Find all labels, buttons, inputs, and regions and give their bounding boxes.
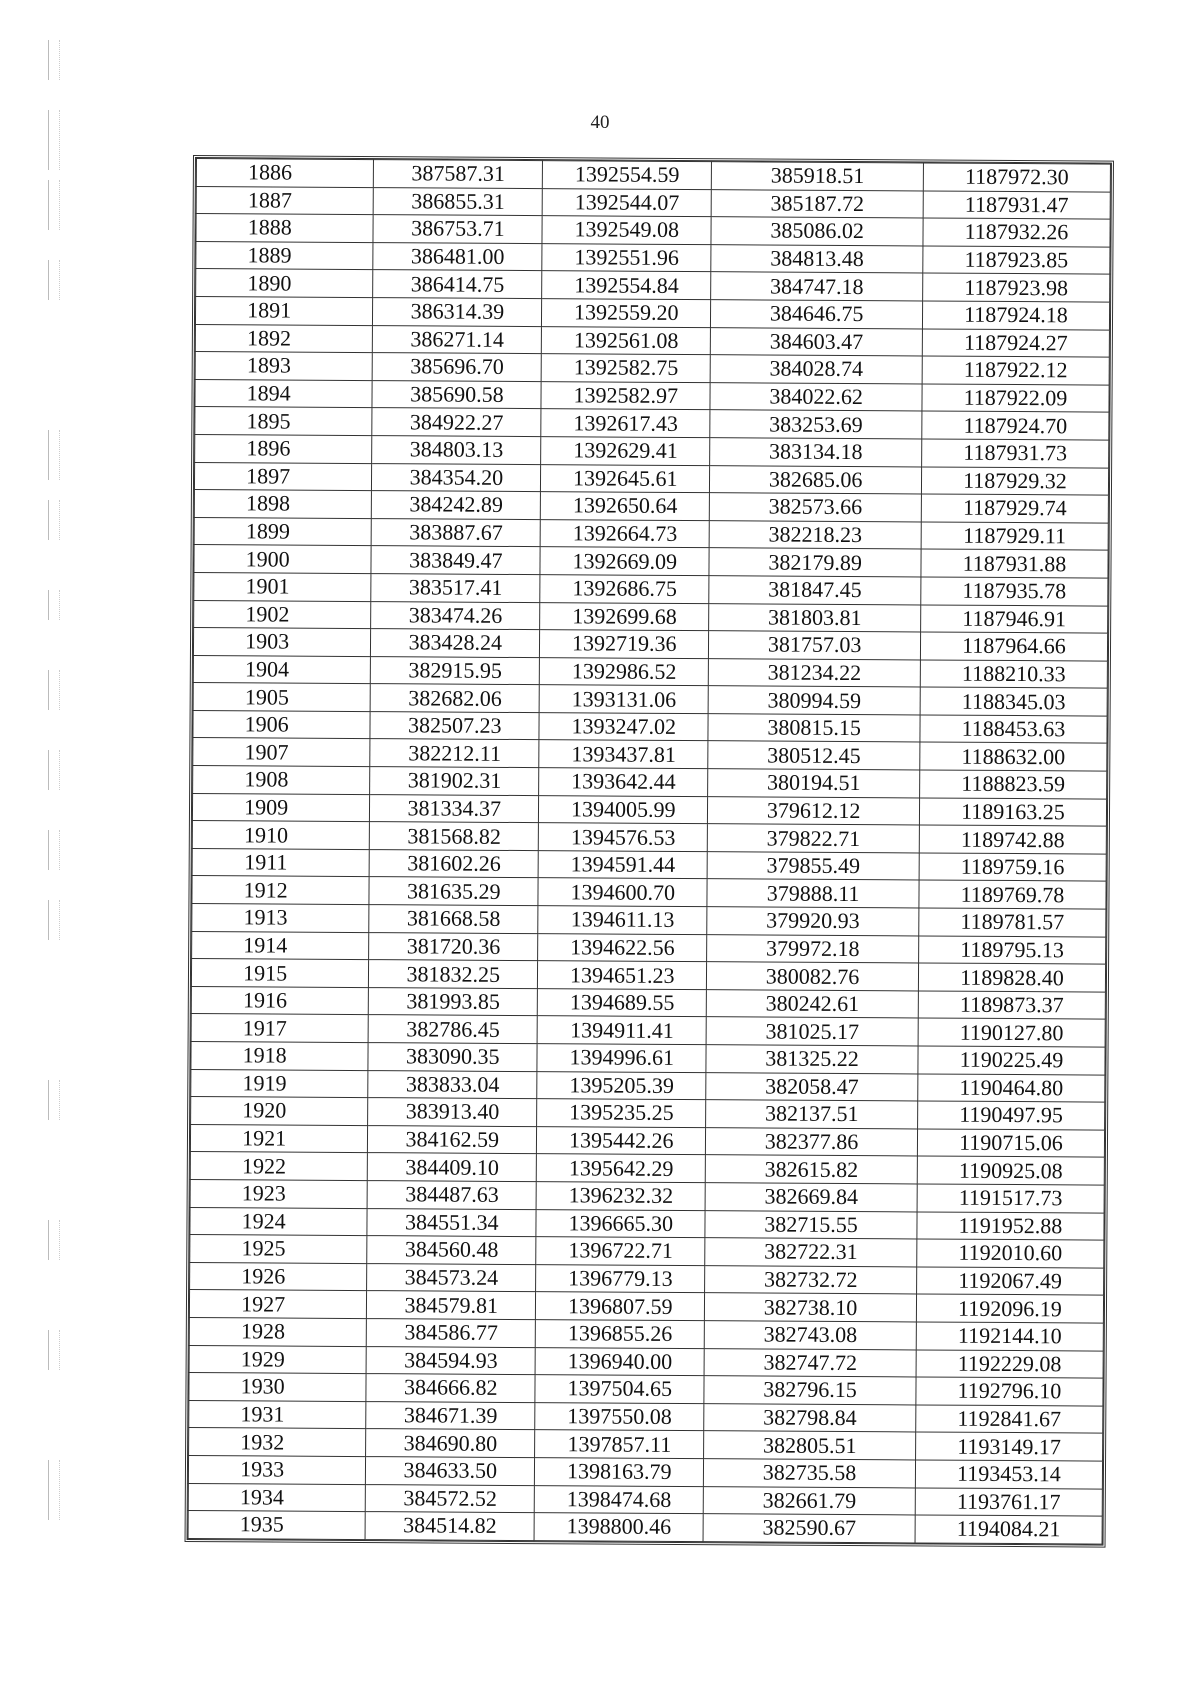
coordinate-cell: 1192841.67 xyxy=(916,1405,1103,1434)
coordinate-cell: 1397857.11 xyxy=(535,1430,704,1459)
coordinate-cell: 382218.23 xyxy=(709,520,921,549)
coordinate-cell: 1392629.41 xyxy=(541,437,710,466)
coordinate-cell: 382743.08 xyxy=(705,1321,917,1350)
coordinate-cell: 1187924.27 xyxy=(922,329,1109,358)
coordinate-cell: 1398474.68 xyxy=(535,1485,704,1514)
coordinate-cell: 1392582.75 xyxy=(541,354,710,383)
point-number-cell: 1912 xyxy=(192,876,370,905)
coordinate-cell: 384487.63 xyxy=(367,1181,536,1210)
coordinate-cell: 379822.71 xyxy=(708,824,920,853)
point-number-cell: 1914 xyxy=(192,931,370,960)
coordinate-cell: 1392664.73 xyxy=(540,519,709,548)
coordinate-cell: 384162.59 xyxy=(368,1125,537,1154)
point-number-cell: 1898 xyxy=(194,490,372,519)
coordinate-cell: 1398163.79 xyxy=(535,1458,704,1487)
coordinate-cell: 1394600.70 xyxy=(538,878,707,907)
coordinate-cell: 1192229.08 xyxy=(916,1349,1103,1378)
coordinate-cell: 381803.81 xyxy=(709,603,921,632)
scan-mark xyxy=(48,40,60,80)
coordinate-cell: 1394622.56 xyxy=(538,933,707,962)
coordinate-cell: 384586.77 xyxy=(367,1319,536,1348)
coordinate-cell: 382735.58 xyxy=(704,1459,916,1488)
coordinate-cell: 1396807.59 xyxy=(536,1292,705,1321)
coordinate-cell: 381635.29 xyxy=(369,877,538,906)
coordinate-cell: 1392650.64 xyxy=(541,492,710,521)
point-number-cell: 1908 xyxy=(193,766,371,795)
coordinate-cell: 1188632.00 xyxy=(920,742,1107,771)
coordinate-cell: 1192010.60 xyxy=(917,1239,1104,1268)
point-number-cell: 1904 xyxy=(193,655,371,684)
table-row xyxy=(188,1511,1102,1544)
coordinate-cell: 1192067.49 xyxy=(917,1267,1104,1296)
coordinate-cell: 384579.81 xyxy=(367,1291,536,1320)
coordinate-cell: 1187972.30 xyxy=(923,163,1110,192)
coordinate-cell: 1187923.85 xyxy=(923,246,1110,275)
coordinate-cell: 380194.51 xyxy=(708,769,920,798)
point-number-cell: 1896 xyxy=(195,434,373,463)
point-number-cell: 1925 xyxy=(190,1235,368,1264)
point-number-cell: 1901 xyxy=(194,572,372,601)
point-number-cell: 1886 xyxy=(196,159,374,188)
scan-mark xyxy=(48,260,60,300)
coordinate-cell: 1190464.80 xyxy=(918,1074,1105,1103)
coordinate-cell: 1187931.88 xyxy=(921,549,1108,578)
coordinate-cell: 384803.13 xyxy=(372,436,541,465)
coordinate-cell: 1392554.84 xyxy=(542,271,711,300)
coordinate-cell: 1187922.12 xyxy=(922,356,1109,385)
coordinate-cell: 382661.79 xyxy=(703,1486,915,1515)
coordinate-cell: 1398800.46 xyxy=(534,1513,703,1542)
coordinate-cell: 386753.71 xyxy=(373,215,542,244)
coordinate-cell: 1189163.25 xyxy=(919,798,1106,827)
coordinate-cell: 383517.41 xyxy=(371,574,540,603)
coordinate-cell: 380082.76 xyxy=(707,962,919,991)
coordinate-cell: 386414.75 xyxy=(373,270,542,299)
coordinate-cell: 382796.15 xyxy=(704,1376,916,1405)
point-number-cell: 1917 xyxy=(191,1014,369,1043)
coordinate-cell: 384022.62 xyxy=(710,382,922,411)
point-number-cell: 1923 xyxy=(190,1179,368,1208)
point-number-cell: 1916 xyxy=(191,986,369,1015)
coordinate-cell: 1396940.00 xyxy=(535,1347,704,1376)
coordinate-cell: 1187922.09 xyxy=(922,384,1109,413)
coordinate-cell: 1393247.02 xyxy=(539,713,708,742)
coordinate-cell: 1392669.09 xyxy=(540,547,709,576)
coordinate-cell: 1392699.68 xyxy=(540,602,709,631)
scan-mark xyxy=(48,1220,60,1260)
point-number-cell: 1900 xyxy=(194,545,372,574)
coordinate-cell: 381025.17 xyxy=(706,1017,918,1046)
coordinate-cell: 382615.82 xyxy=(706,1155,918,1184)
coordinate-cell: 380512.45 xyxy=(708,741,920,770)
coordinate-cell: 382573.66 xyxy=(710,493,922,522)
coordinate-cell: 382732.72 xyxy=(705,1265,917,1294)
coordinate-cell: 1191517.73 xyxy=(917,1184,1104,1213)
point-number-cell: 1924 xyxy=(190,1207,368,1236)
scan-mark xyxy=(48,430,60,480)
coordinate-cell: 382212.11 xyxy=(370,739,539,768)
scan-mark xyxy=(48,1460,60,1520)
coordinate-cell: 1394611.13 xyxy=(538,906,707,935)
scan-mark xyxy=(48,900,60,940)
point-number-cell: 1894 xyxy=(195,379,373,408)
coordinate-cell: 384028.74 xyxy=(710,355,922,384)
coordinate-cell: 382747.72 xyxy=(704,1348,916,1377)
coordinate-cell: 383253.69 xyxy=(710,410,922,439)
coordinate-table-body xyxy=(188,159,1110,1544)
coordinate-cell: 1187929.11 xyxy=(921,522,1108,551)
coordinate-cell: 1189795.13 xyxy=(919,936,1106,965)
point-number-cell: 1897 xyxy=(194,462,372,491)
coordinate-cell: 385086.02 xyxy=(711,217,923,246)
coordinate-cell: 1187924.70 xyxy=(922,411,1109,440)
coordinate-cell: 1396855.26 xyxy=(536,1320,705,1349)
point-number-cell: 1920 xyxy=(191,1097,369,1126)
coordinate-cell: 382179.89 xyxy=(709,548,921,577)
point-number-cell: 1913 xyxy=(192,904,370,933)
coordinate-cell: 1397504.65 xyxy=(535,1375,704,1404)
point-number-cell: 1893 xyxy=(195,352,373,381)
coordinate-cell: 383474.26 xyxy=(371,601,540,630)
coordinate-cell: 1190127.80 xyxy=(918,1018,1105,1047)
coordinate-cell: 1191952.88 xyxy=(917,1212,1104,1241)
point-number-cell: 1902 xyxy=(194,600,372,629)
coordinate-cell: 381234.22 xyxy=(709,658,921,687)
coordinate-cell: 1394996.61 xyxy=(537,1044,706,1073)
coordinate-cell: 380994.59 xyxy=(708,686,920,715)
coordinate-cell: 1392582.97 xyxy=(541,381,710,410)
coordinate-cell: 387587.31 xyxy=(374,160,543,189)
point-number-cell: 1887 xyxy=(196,186,374,215)
coordinate-cell: 1187931.73 xyxy=(922,439,1109,468)
coordinate-cell: 1189769.78 xyxy=(919,880,1106,909)
coordinate-cell: 381334.37 xyxy=(370,794,539,823)
coordinate-cell: 384594.93 xyxy=(366,1346,535,1375)
coordinate-cell: 1192144.10 xyxy=(916,1322,1103,1351)
coordinate-cell: 1396232.32 xyxy=(536,1182,705,1211)
coordinate-cell: 1392719.36 xyxy=(540,630,709,659)
point-number-cell: 1915 xyxy=(191,959,369,988)
point-number-cell: 1931 xyxy=(189,1400,367,1429)
coordinate-cell: 384747.18 xyxy=(711,272,923,301)
coordinate-cell: 382722.31 xyxy=(705,1238,917,1267)
scan-mark xyxy=(48,830,60,870)
coordinate-cell: 385187.72 xyxy=(711,189,923,218)
coordinate-cell: 1394689.55 xyxy=(538,988,707,1017)
coordinate-cell: 1392551.96 xyxy=(542,243,711,272)
coordinate-cell: 385696.70 xyxy=(372,353,541,382)
coordinate-cell: 381902.31 xyxy=(370,767,539,796)
coordinate-cell: 379920.93 xyxy=(707,907,919,936)
coordinate-cell: 379972.18 xyxy=(707,934,919,963)
coordinate-cell: 384633.50 xyxy=(366,1456,535,1485)
coordinate-cell: 382798.84 xyxy=(704,1403,916,1432)
point-number-cell: 1919 xyxy=(191,1069,369,1098)
coordinate-cell: 383849.47 xyxy=(371,546,540,575)
coordinate-cell: 1189781.57 xyxy=(919,908,1106,937)
coordinate-cell: 383428.24 xyxy=(371,629,540,658)
coordinate-cell: 381993.85 xyxy=(369,987,538,1016)
coordinate-cell: 1395205.39 xyxy=(537,1071,706,1100)
point-number-cell: 1909 xyxy=(192,793,370,822)
point-number-cell: 1930 xyxy=(189,1373,367,1402)
point-number-cell: 1927 xyxy=(189,1290,367,1319)
point-number-cell: 1891 xyxy=(195,296,373,325)
coordinate-cell: 381832.25 xyxy=(369,960,538,989)
coordinate-cell: 1190715.06 xyxy=(917,1129,1104,1158)
coordinate-cell: 382137.51 xyxy=(706,1100,918,1129)
point-number-cell: 1889 xyxy=(196,241,374,270)
coordinate-cell: 380815.15 xyxy=(708,714,920,743)
coordinate-cell: 379855.49 xyxy=(707,851,919,880)
scan-mark xyxy=(48,500,60,540)
coordinate-cell: 382682.06 xyxy=(370,684,539,713)
coordinate-cell: 1192796.10 xyxy=(916,1377,1103,1406)
point-number-cell: 1921 xyxy=(190,1124,368,1153)
coordinate-cell: 1395642.29 xyxy=(537,1154,706,1183)
coordinate-cell: 382685.06 xyxy=(710,465,922,494)
coordinate-cell: 1187923.98 xyxy=(923,273,1110,302)
point-number-cell: 1890 xyxy=(196,269,374,298)
coordinate-cell: 385690.58 xyxy=(372,380,541,409)
coordinate-cell: 1394576.53 xyxy=(539,823,708,852)
scan-mark xyxy=(48,180,60,230)
coordinate-cell: 384646.75 xyxy=(711,300,923,329)
coordinate-cell: 1193453.14 xyxy=(915,1460,1102,1489)
scan-margin-marks xyxy=(40,30,70,1670)
point-number-cell: 1934 xyxy=(188,1483,366,1512)
coordinate-cell: 381720.36 xyxy=(369,932,538,961)
point-number-cell: 1928 xyxy=(189,1317,367,1346)
coordinate-cell: 1392561.08 xyxy=(542,326,711,355)
coordinate-cell: 1193761.17 xyxy=(915,1487,1102,1516)
coordinate-cell: 382377.86 xyxy=(706,1127,918,1156)
coordinate-cell: 384603.47 xyxy=(711,327,923,356)
coordinate-cell: 1194084.21 xyxy=(915,1515,1102,1544)
coordinate-cell: 385918.51 xyxy=(712,162,924,191)
coordinate-cell: 383134.18 xyxy=(710,438,922,467)
coordinate-cell: 381668.58 xyxy=(369,905,538,934)
coordinate-cell: 382805.51 xyxy=(704,1431,916,1460)
coordinate-cell: 379612.12 xyxy=(708,796,920,825)
page-number: 40 xyxy=(590,112,610,133)
coordinate-cell: 1395235.25 xyxy=(537,1099,706,1128)
coordinate-cell: 384551.34 xyxy=(367,1208,536,1237)
coordinate-cell: 1392549.08 xyxy=(542,216,711,245)
coordinate-cell: 384242.89 xyxy=(372,491,541,520)
coordinate-cell: 381757.03 xyxy=(709,631,921,660)
coordinate-cell: 1187946.91 xyxy=(921,604,1108,633)
coordinate-cell: 1392617.43 xyxy=(541,409,710,438)
scan-mark xyxy=(48,1330,60,1370)
point-number-cell: 1929 xyxy=(189,1345,367,1374)
point-number-cell: 1910 xyxy=(192,821,370,850)
coordinate-cell: 1394591.44 xyxy=(538,850,707,879)
coordinate-cell: 1187931.47 xyxy=(923,191,1110,220)
scan-mark xyxy=(48,670,60,710)
coordinate-cell: 1393131.06 xyxy=(539,685,708,714)
point-number-cell: 1933 xyxy=(188,1455,366,1484)
coordinate-cell: 1392686.75 xyxy=(540,575,709,604)
coordinate-cell: 384572.52 xyxy=(366,1484,535,1513)
coordinate-cell: 1192096.19 xyxy=(916,1294,1103,1323)
coordinate-cell: 386855.31 xyxy=(373,187,542,216)
point-number-cell: 1907 xyxy=(193,738,371,767)
coordinate-cell: 1392986.52 xyxy=(540,657,709,686)
coordinate-cell: 1392544.07 xyxy=(542,188,711,217)
coordinate-cell: 1187935.78 xyxy=(921,577,1108,606)
coordinate-cell: 380242.61 xyxy=(707,989,919,1018)
coordinate-cell: 381568.82 xyxy=(370,822,539,851)
coordinate-cell: 1190497.95 xyxy=(918,1101,1105,1130)
coordinate-cell: 383833.04 xyxy=(368,1070,537,1099)
coordinate-cell: 1189828.40 xyxy=(918,963,1105,992)
coordinate-cell: 383887.67 xyxy=(371,518,540,547)
coordinate-cell: 1396665.30 xyxy=(536,1209,705,1238)
coordinate-cell: 1188453.63 xyxy=(920,715,1107,744)
coordinate-cell: 1393437.81 xyxy=(539,740,708,769)
coordinate-cell: 1393642.44 xyxy=(539,768,708,797)
coordinate-cell: 1190225.49 xyxy=(918,1046,1105,1075)
point-number-cell: 1932 xyxy=(189,1428,367,1457)
coordinate-cell: 1189742.88 xyxy=(919,825,1106,854)
coordinate-cell: 384514.82 xyxy=(365,1512,534,1541)
coordinate-cell: 382738.10 xyxy=(705,1293,917,1322)
coordinate-cell: 1188823.59 xyxy=(920,770,1107,799)
coordinate-cell: 1187929.74 xyxy=(921,494,1108,523)
coordinate-cell: 382715.55 xyxy=(705,1210,917,1239)
coordinate-cell: 1397550.08 xyxy=(535,1402,704,1431)
scan-mark xyxy=(48,750,60,790)
coordinate-cell: 386481.00 xyxy=(373,242,542,271)
coordinate-cell: 383090.35 xyxy=(368,1043,537,1072)
coordinate-cell: 382786.45 xyxy=(368,1015,537,1044)
coordinate-cell: 384671.39 xyxy=(366,1401,535,1430)
point-number-cell: 1935 xyxy=(188,1511,366,1540)
coordinate-cell: 381847.45 xyxy=(709,576,921,605)
coordinate-cell: 382507.23 xyxy=(370,711,539,740)
coordinate-cell: 1392645.61 xyxy=(541,464,710,493)
point-number-cell: 1905 xyxy=(193,683,371,712)
scan-mark xyxy=(48,1080,60,1120)
point-number-cell: 1918 xyxy=(191,1042,369,1071)
coordinate-cell: 382669.84 xyxy=(705,1183,917,1212)
coordinate-cell: 1187929.32 xyxy=(921,466,1108,495)
coordinate-table-frame xyxy=(185,155,1114,1547)
coordinate-cell: 384560.48 xyxy=(367,1236,536,1265)
coordinate-cell: 384409.10 xyxy=(368,1153,537,1182)
coordinate-cell: 381325.22 xyxy=(706,1045,918,1074)
coordinate-cell: 379888.11 xyxy=(707,879,919,908)
point-number-cell: 1888 xyxy=(196,214,374,243)
coordinate-cell: 384922.27 xyxy=(372,408,541,437)
coordinate-cell: 1394911.41 xyxy=(537,1016,706,1045)
point-number-cell: 1906 xyxy=(193,710,371,739)
coordinate-cell: 384666.82 xyxy=(366,1374,535,1403)
coordinate-cell: 1189873.37 xyxy=(918,991,1105,1020)
coordinate-cell: 1189759.16 xyxy=(919,853,1106,882)
point-number-cell: 1895 xyxy=(195,407,373,436)
scan-mark xyxy=(48,590,60,620)
point-number-cell: 1892 xyxy=(195,324,373,353)
coordinate-cell: 1395442.26 xyxy=(537,1126,706,1155)
coordinate-cell: 1396779.13 xyxy=(536,1264,705,1293)
coordinate-cell: 1392559.20 xyxy=(542,299,711,328)
coordinate-cell: 382915.95 xyxy=(371,656,540,685)
coordinate-cell: 1188210.33 xyxy=(920,660,1107,689)
coordinate-cell: 1188345.03 xyxy=(920,687,1107,716)
coordinate-cell: 1394005.99 xyxy=(539,795,708,824)
coordinate-cell: 382058.47 xyxy=(706,1072,918,1101)
point-number-cell: 1903 xyxy=(193,628,371,657)
coordinate-cell: 1190925.08 xyxy=(917,1156,1104,1185)
coordinate-cell: 382590.67 xyxy=(703,1514,915,1543)
coordinate-cell: 384813.48 xyxy=(711,244,923,273)
point-number-cell: 1926 xyxy=(190,1262,368,1291)
coordinate-cell: 384573.24 xyxy=(367,1263,536,1292)
coordinate-table xyxy=(188,158,1111,1544)
coordinate-cell: 1394651.23 xyxy=(538,961,707,990)
coordinate-cell: 1187932.26 xyxy=(923,218,1110,247)
coordinate-cell: 384354.20 xyxy=(372,463,541,492)
point-number-cell: 1911 xyxy=(192,848,370,877)
coordinate-cell: 1193149.17 xyxy=(915,1432,1102,1461)
coordinate-cell: 384690.80 xyxy=(366,1429,535,1458)
point-number-cell: 1922 xyxy=(190,1152,368,1181)
coordinate-cell: 386271.14 xyxy=(373,325,542,354)
point-number-cell: 1899 xyxy=(194,517,372,546)
coordinate-cell: 381602.26 xyxy=(369,849,538,878)
coordinate-cell: 1187964.66 xyxy=(920,632,1107,661)
coordinate-cell: 1396722.71 xyxy=(536,1237,705,1266)
coordinate-cell: 1392554.59 xyxy=(543,161,712,190)
coordinate-cell: 383913.40 xyxy=(368,1098,537,1127)
coordinate-cell: 1187924.18 xyxy=(922,301,1109,330)
coordinate-cell: 386314.39 xyxy=(373,298,542,327)
